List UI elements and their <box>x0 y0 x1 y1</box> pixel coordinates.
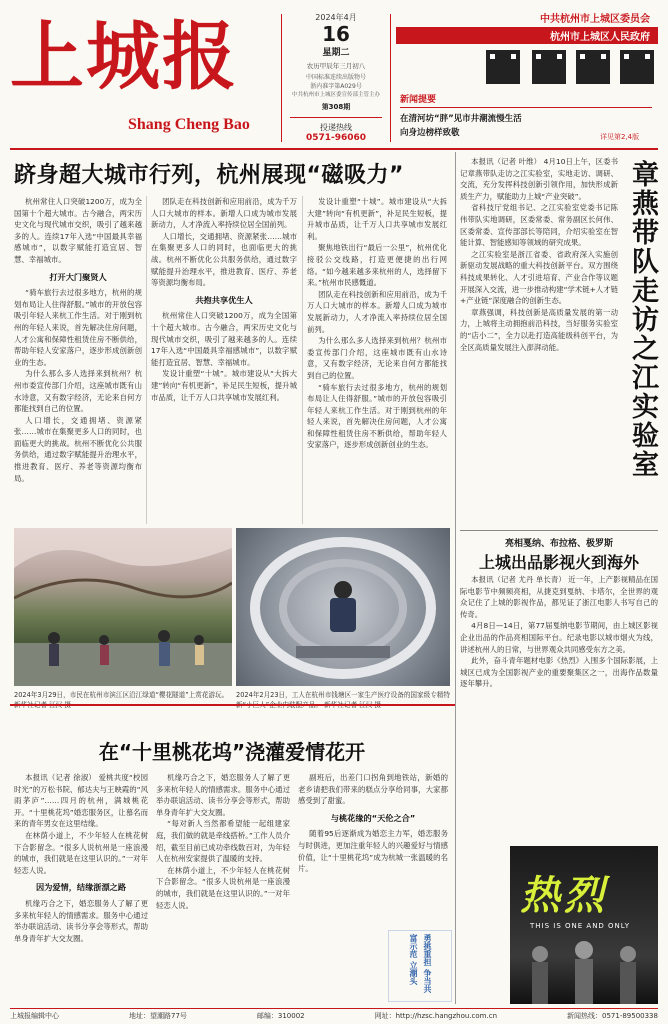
qr-code-4[interactable] <box>620 50 654 84</box>
film-story-body <box>460 574 658 840</box>
caption-1-text: 2024年3月29日，市民在杭州市滨江区沿江绿道“樱花隧道”上赏花游玩。 <box>14 691 229 699</box>
bottom-col2-p2: “每对新人当然都希望能一起组建家庭，我们做的就是牵线搭桥。”工作人员介绍，截至目前已成功牵线数百对，为年轻人在杭州安家提供了温暖的支持。 <box>156 819 290 864</box>
date-weekday: 星期二 <box>322 48 350 58</box>
bottom-col2-p3: 在林荫小道上，不少年轻人在桃花树下合影留念。“很多人说杭州是一座浪漫的城市，我们就是在这里认识的。”一对年轻恋人说。 <box>156 865 290 910</box>
film-story-p3: 此外，奋斗青年题材电影《热烈》入围多个国际影展，上城区已成为全国影视产业的重要聚集区之一，出海作品数量逐年攀升。 <box>460 656 658 689</box>
lead-subhead-2: 共抱共享优生人 <box>195 294 253 305</box>
caption-2-text: 2024年2月23日，工人在杭州市钱塘区一家生产医疗设备的国家级专精特 <box>236 691 450 699</box>
lead-col3-p4: 为什么那么多人选择来到杭州？杭州市委宣传部门介绍，这座城市既有山水诗意，又有数字经济，无论来自何方都能找到自己的位置。 <box>307 336 447 380</box>
footer <box>10 1011 658 1023</box>
right-story-p1: 本报讯（记者 叶维） 4月10日上午，区委书记章燕带队走访之江实验室，实地走访、调研、交流，充分发挥科技创新引领作用，加快形成新质生产力，赋能助力上城“产业突破”。 <box>460 157 618 201</box>
masthead-title: 上城报 <box>10 14 238 100</box>
photo-caption-1 <box>14 690 232 710</box>
footer-website[interactable]: 网址：http://hzsc.hangzhou.com.cn <box>374 1012 498 1020</box>
lead-column-2 <box>151 196 297 524</box>
footer-editor: 上城报编辑中心 <box>10 1012 59 1020</box>
right-story-p3: 之江实验室是浙江省委、省政府深入实施创新驱动发展战略的重大科技创新平台。双方围绕科技成果转化、人才引进培育、产业合作等议题开展深入交流，进一步推动构建“学术链+人才链+产业链”深度融合的创新生态。 <box>460 249 618 306</box>
footer-postcode: 邮编：310002 <box>256 1012 305 1020</box>
lead-col1-p4: 人口增长，交通拥堵、资源紧张……城市在集聚更多人口的同时，也面临更大的挑战。杭州不断优化公共服务供给，通过数字赋能提升治理水平，推进教育、医疗、养老等资源均衡布局。 <box>14 415 142 483</box>
right-story-p4: 章燕强调，科技创新是高质量发展的第一动力，上城将主动拥抱前沿科技，当好服务实验室的“店小二”，全力以赴打造高能级科创平台，为全区高质量发展注入澎湃动能。 <box>460 307 618 352</box>
poster-subtitle: THIS IS ONE AND ONLY <box>530 922 631 930</box>
news-summary-1[interactable]: 在清河坊“胖”见市井潮流慢生活 <box>400 114 522 124</box>
lead-col3-p5: “骑车旅行去过很多地方，杭州的规划布局让人住得舒服。”城市的开放包容吸引年轻人来杭工作生活。对于刚到杭州的年轻人来说，首先解决住房问题，人才公寓和保障性租赁住房不断供给，帮助年轻人安家落户，逐步形成创新创业的生态。 <box>307 382 447 450</box>
date-block <box>284 12 388 143</box>
lead-col2-p3: 杭州常住人口突破1200万，成为全国第十个超大城市。古今融合，两宋历史文化与现代城市交织，吸引了越来越多的人。连续17年入选“中国最具幸福感城市”，以数字赋能打造宜居、智慧、幸福城市。 <box>151 311 297 367</box>
film-story-p1: 本报讯（记者 尤丹 单长青） 近一年，上产影视精品在国际电影节中频频亮相，从捷克到戛纳、卡塔尔，全世界的观众记住了上城的影视作品，都见证了浙江电影人书写自己的传奇。 <box>460 575 658 619</box>
photo-caption-2 <box>236 690 450 710</box>
lead-col1-p2: “骑车旅行去过很多地方，杭州的规划布局让人住得舒服。”城市的开放包容吸引年轻人来杭工作生活。对于刚到杭州的年轻人来说，首先解决住房问题，人才公寓和保障性租赁住房不断供给，帮助年轻人安家落户，逐步形成创新创业的生态。 <box>14 288 142 367</box>
lead-col1-p1: 杭州常住人口突破1200万，成为全国第十个超大城市。古今融合，两宋历史文化与现代城市交织，吸引了越来越多的人。连续17年入选“中国最具幸福感城市”，以数字赋能打造宜居、智慧、幸福城市。 <box>14 197 142 264</box>
blossom-scene-illustration <box>14 528 232 686</box>
bottom-col3-p1: 副班后，出差门口拐角到地铁站，新婚的老乡请把我们带来的糕点分享给同事，大家都感受到了甜蜜。 <box>298 773 448 806</box>
machine-illustration <box>236 528 450 686</box>
bottom-column-1 <box>14 772 148 1004</box>
hotline-label: 投递热线 <box>320 123 352 132</box>
date-year-month: 2024年4月 <box>315 13 357 22</box>
campaign-badge-text: 勇挑重担 争当共富示范 立潮头 <box>409 934 432 993</box>
news-summary-ref: 详见第2,4版 <box>600 133 640 141</box>
cn-number: 中国标准连续出版物号 <box>305 74 366 81</box>
masthead-pinyin: Shang Cheng Bao <box>128 116 250 133</box>
lead-headline[interactable]: 跻身超大城市行列，杭州展现“磁吸力” <box>14 163 404 188</box>
lead-subhead-1: 打开大门聚贤人 <box>49 271 107 282</box>
lead-column-3 <box>307 196 447 524</box>
bottom-headline[interactable]: 在“十里桃花坞”浇灌爱情花开 <box>98 740 366 764</box>
photo-factory-worker[interactable] <box>236 528 450 686</box>
bottom-col3-p2: 随着95后逐渐成为婚恋主力军，婚恋服务与时俱进，更加注重年轻人的兴趣爱好与情感价值，让“十里桃花坞”成为杭城一张温暖的名片。 <box>298 829 448 874</box>
lead-col3-p1: 发设计重塑“十城”。城市建设从“大拆大建”转向“有机更新”，补足民生短板，提升城市品质，让千万人口共享城市发展红利。 <box>307 197 447 241</box>
bottom-col1-p2: 在林荫小道上，不少年轻人在桃花树下合影留念。“很多人说杭州是一座浪漫的城市，我们就是在这里认识的。”一对年轻恋人说。 <box>14 830 148 875</box>
lunar-date: 农历甲辰年三月初八 <box>306 62 366 70</box>
film-kicker: 亮相戛纳、布拉格、极罗斯 <box>504 539 613 549</box>
lead-col1-p3: 为什么那么多人选择来到杭州？杭州市委宣传部门介绍，这座城市既有山水诗意，又有数字经济，无论来自何方都能找到自己的位置。 <box>14 369 142 414</box>
bottom-column-2 <box>156 772 290 1004</box>
bottom-col1-p1: 本报讯（记者 徐淑） 爱桃共度“校园时光”的万松书院、郁达夫与王映霞的“风雨茅庐”……四月的杭州，满城桃花开。“十里桃花坞”婚恋服务区，让慕名而来的青年男女在这里结缘。 <box>14 773 148 829</box>
hotline-number: 0571-96060 <box>305 133 367 143</box>
lead-column-1 <box>14 196 142 524</box>
lead-col2-p1: 团队走在科技创新和应用前沿，成为千万人口大城市的样本。新增人口成为城市发展新动力，人才净流入率持续位居全国前列。 <box>151 197 297 230</box>
qr-code-3[interactable] <box>576 50 610 84</box>
poster-figures-illustration <box>510 936 658 1004</box>
right-story-p2: 省科技厅党组书记、之江实验室党委书记陈伟带队实地调研，区委常委、常务副区长何伟、区委常委、宣传部部长等陪同，介绍实验室在智能计算、智能感知等领域的研究成果。 <box>460 203 618 248</box>
photo-cherry-blossom[interactable] <box>14 528 232 686</box>
publisher-block <box>396 10 658 44</box>
masthead <box>10 8 658 146</box>
footer-address: 地址：望潮路77号 <box>128 1012 187 1020</box>
right-story-vertical-headline[interactable]: 章燕带队走访之江实验室 <box>627 160 658 479</box>
lead-col2-p2: 人口增长，交通拥堵、资源紧张……城市在集聚更多人口的同时，也面临更大的挑战。杭州不断优化公共服务供给，通过数字赋能提升治理水平，推进教育、医疗、养老等资源均衡布局。 <box>151 231 297 288</box>
lead-col2-p4: 发设计重塑“十城”。城市建设从“大拆大建”转向“有机更新”，补足民生短板，提升城市品质，让千万人口共享城市发展红利。 <box>151 369 297 402</box>
publisher-bottom: 杭州市上城区人民政府 <box>396 27 658 44</box>
news-summary-2[interactable]: 向身边榜样致敬 <box>400 128 460 138</box>
bottom-subhead-1: 因为爱情，结缘浙漂之路 <box>35 882 127 893</box>
bottom-col1-p3: 机缘巧合之下，婚恋服务人了解了更多来杭年轻人的情感需求。服务中心通过举办联谊活动、读书分享会等形式，帮助单身青年扩大交友圈。 <box>14 898 148 943</box>
qr-code-2[interactable] <box>532 50 566 84</box>
publisher-top: 中共杭州市上城区委员会 <box>540 14 650 25</box>
campaign-badge <box>388 930 452 1002</box>
footer-hotline: 新闻热线：0571-89500338 <box>567 1012 658 1020</box>
poster-title: 热烈 <box>520 873 608 919</box>
right-story-body <box>460 156 618 524</box>
bottom-subhead-2: 与桃花缘的“天伦之合” <box>330 812 416 823</box>
sponsor: 中共杭州市上城区委宣传部主管主办 <box>291 92 380 98</box>
lead-col3-p2: 聚焦地铁出行“最后一公里”，杭州优化接驳公交线路，打造更便捷的出行网络。“如今越来越多来杭州的人，选择留下来。”杭州市民感慨道。 <box>307 243 447 288</box>
qr-code-1[interactable] <box>486 50 520 84</box>
issn: 浙内准字第A029号 <box>310 83 362 90</box>
issue-number: 第308期 <box>321 103 351 111</box>
film-story-p2: 4月8日—14日，第77届戛纳电影节期间，由上城区影视企业出品的作品亮相国际平台。纪录电影以城市烟火为线，讲述杭州人的日常，与世界观众共同感受东方之美。 <box>460 621 658 654</box>
film-poster[interactable] <box>510 846 658 1004</box>
film-headline[interactable]: 上城出品影视火到海外 <box>478 553 639 572</box>
bottom-col2-p1: 机缘巧合之下，婚恋服务人了解了更多来杭年轻人的情感需求。服务中心通过举办联谊活动、读书分享会等形式，帮助单身青年扩大交友圈。 <box>156 773 290 817</box>
news-summary-label: 新闻提要 <box>400 92 652 108</box>
lead-col3-p3: 团队走在科技创新和应用前沿，成为千万人口大城市的样本。新增人口成为城市发展新动力，人才净流入率持续位居全国前列。 <box>307 289 447 334</box>
date-day: 16 <box>322 22 350 46</box>
